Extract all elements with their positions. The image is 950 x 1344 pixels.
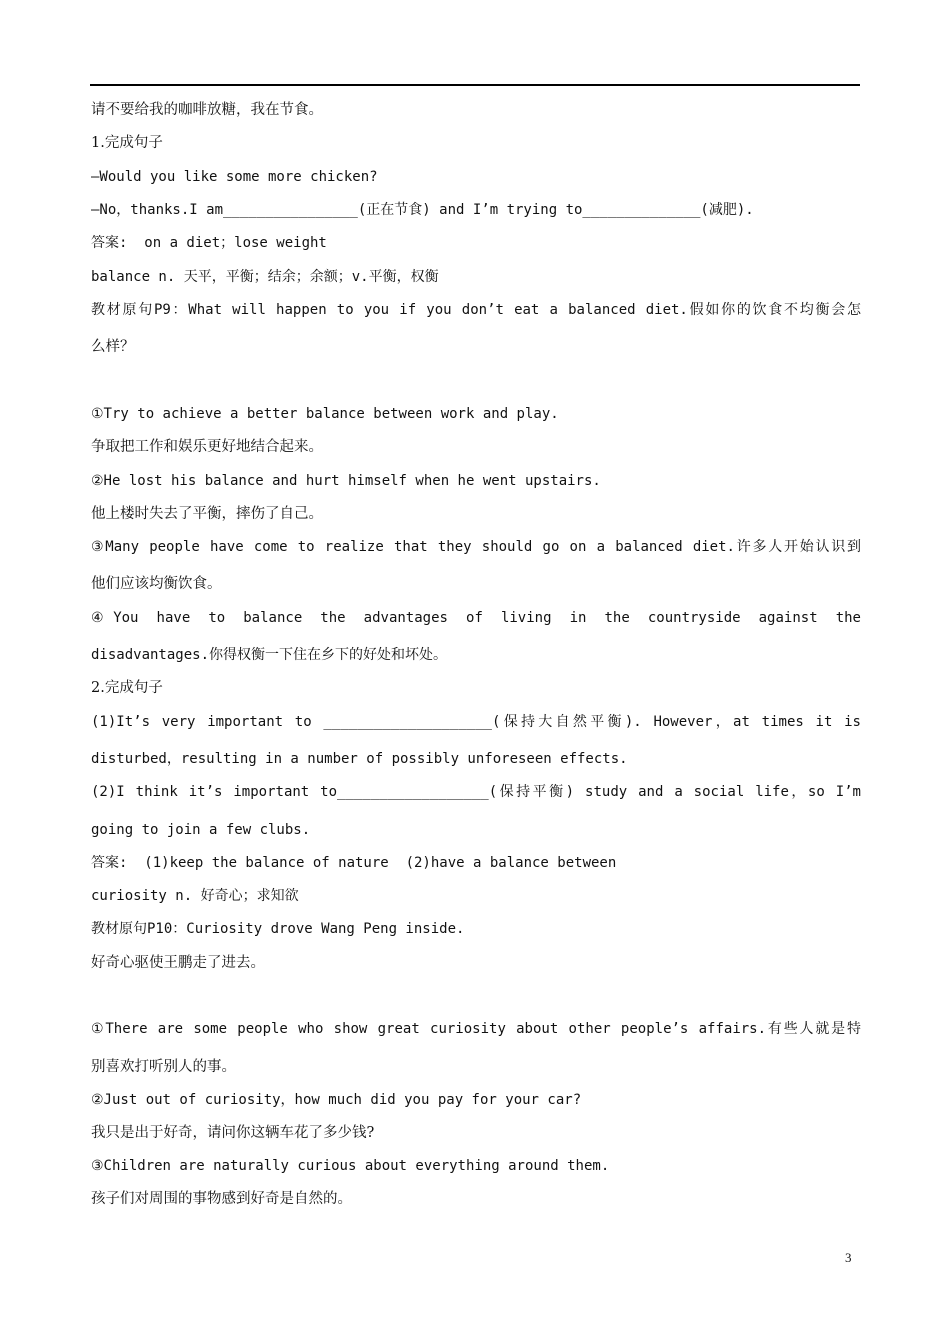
translation-line: 别喜欢打听别人的事。 [91, 1059, 236, 1075]
page-number: 3 [845, 1250, 852, 1265]
example-sentence: ③Children are naturally curious about everything around them. [91, 1158, 610, 1174]
header-rule [90, 84, 860, 86]
text-line: 教材原句P9：What will happen to you if you don’t eat a balanced diet.假如你的饮食不均衡会怎 [91, 302, 861, 318]
translation-line: 他们应该均衡饮食。 [91, 576, 222, 592]
text-line: —Would you like some more chicken? [91, 169, 378, 185]
answer-line: 答案: (1)keep the balance of nature (2)have a balance between [91, 855, 617, 871]
translation-line: 争取把工作和娱乐更好地结合起来。 [91, 439, 323, 455]
text-line: disturbed，resulting in a number of possibly unforeseen effects. [91, 751, 628, 767]
text-line: disadvantages.你得权衡一下住在乡下的好处和坏处。 [91, 647, 448, 663]
section-heading: 2.完成句子 [91, 680, 163, 696]
translation-line: 他上楼时失去了平衡，摔伤了自己。 [91, 506, 323, 522]
example-sentence: ③Many people have come to realize that they should go on a balanced diet.许多人开始认识到 [91, 539, 861, 555]
translation-line: 好奇心驱使王鹏走了进去。 [91, 955, 265, 971]
example-sentence: ①There are some people who show great curiosity about other people’s affairs.有些人就是特 [91, 1021, 861, 1037]
vocab-entry: curiosity n. 好奇心；求知欲 [91, 888, 299, 904]
translation-line: 孩子们对周围的事物感到好奇是自然的。 [91, 1191, 352, 1207]
example-sentence: ④You have to balance the advantages of living in the countryside against the [91, 610, 861, 626]
text-line: 请不要给我的咖啡放糖，我在节食。 [91, 102, 323, 118]
exercise-line: (1)It’s very important to ____________________(保持大自然平衡). However，at times it is [91, 714, 861, 730]
vocab-entry: balance n. 天平，平衡；结余；余额；v.平衡，权衡 [91, 269, 439, 285]
text-line: going to join a few clubs. [91, 822, 311, 838]
example-sentence: ①Try to achieve a better balance between work and play. [91, 406, 559, 422]
example-sentence: ②He lost his balance and hurt himself when he went upstairs. [91, 473, 601, 489]
text-line: 么样？ [91, 339, 135, 355]
translation-line: 我只是出于好奇，请问你这辆车花了多少钱? [91, 1125, 375, 1141]
section-heading: 1.完成句子 [91, 135, 163, 151]
exercise-line: (2)I think it’s important to__________________(保持平衡) study and a social life，so I’m [91, 784, 861, 800]
example-sentence: ②Just out of curiosity，how much did you pay for your car? [91, 1092, 582, 1108]
answer-line: 答案: on a diet；lose weight [91, 235, 327, 251]
exercise-line: —No，thanks.I am________________(正在节食) and I’m trying to______________(减肥). [91, 202, 754, 218]
text-line: 教材原句P10：Curiosity drove Wang Peng inside. [91, 921, 465, 937]
